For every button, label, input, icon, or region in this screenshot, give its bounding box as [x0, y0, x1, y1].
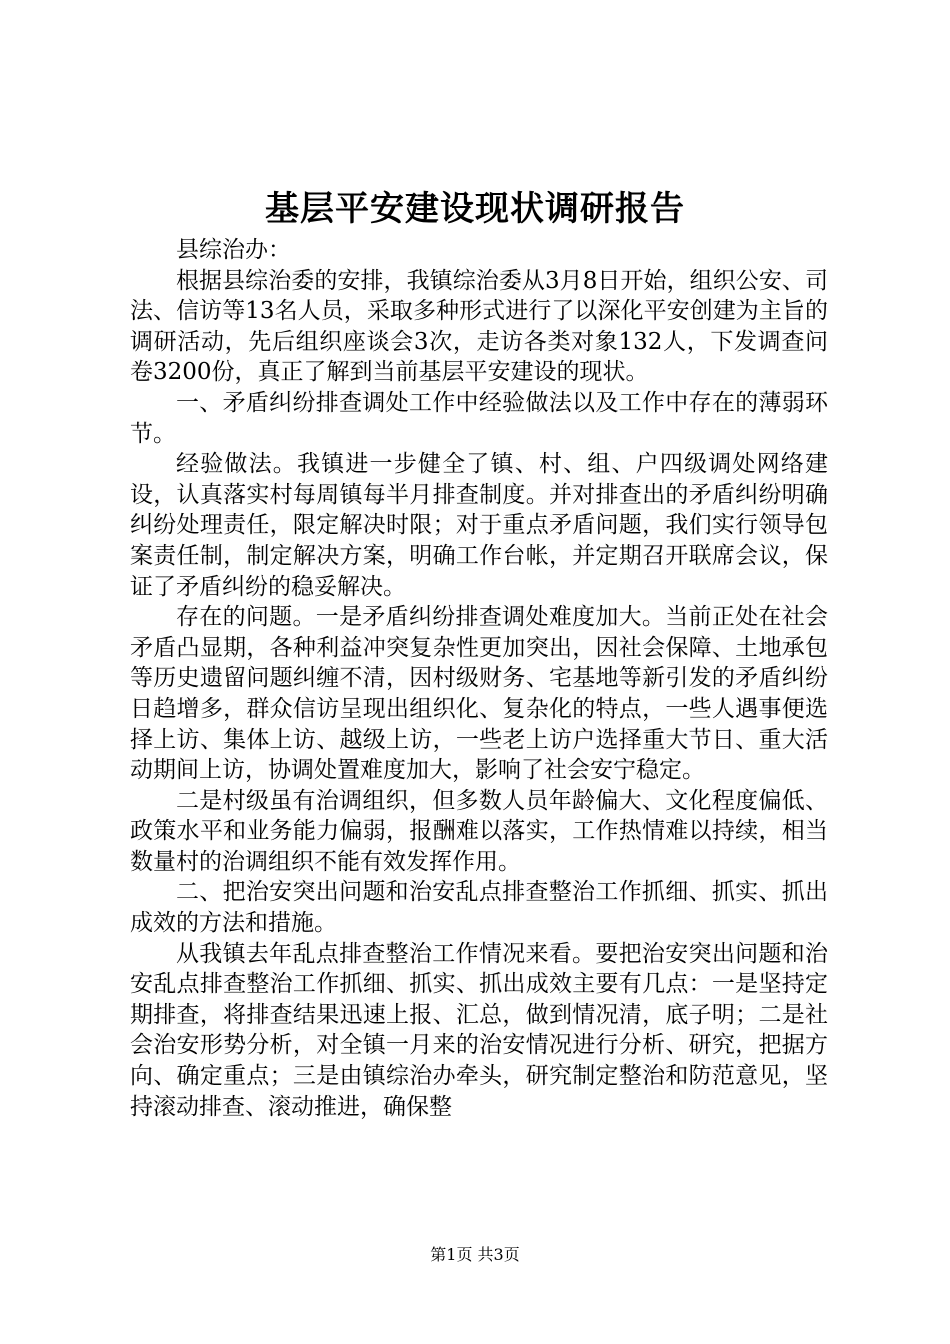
body-paragraph: 根据县综治委的安排，我镇综治委从3月8日开始，组织公安、司法、信访等13名人员，采取多种形式进行了以深化平安创建为主旨的调研活动，先后组织座谈会3次，走访各类对象132人，下发调查问卷3200份，真正了解到当前基层平安建设的现状。 — [130, 267, 828, 386]
section-heading-paragraph: 二、把治安突出问题和治安乱点排查整治工作抓细、抓实、抓出成效的方法和措施。 — [130, 879, 828, 937]
salutation-paragraph: 县综治办： — [176, 237, 291, 263]
page-number-footer: 第1页 共3页 — [430, 1245, 520, 1264]
body-paragraph: 存在的问题。一是矛盾纠纷排查调处难度加大。当前正处在社会矛盾凸显期，各种利益冲突复杂性更加突出，因社会保障、土地承包等历史遗留问题纠缠不清，因村级财务、宅基地等新引发的矛盾纠纷日趋增多，群众信访呈现出组织化、复杂化的特点，一些人遇事便选择上访、集体上访、越级上访，一些老上访户选择重大节日、重大活动期间上访，协调处置难度加大，影响了社会安宁稳定。 — [130, 604, 828, 784]
body-paragraph: 从我镇去年乱点排查整治工作情况来看。要把治安突出问题和治安乱点排查整治工作抓细、抓实、抓出成效主要有几点：一是坚持定期排查，将排查结果迅速上报、汇总，做到情况清，底子明；二是社会治安形势分析，对全镇一月来的治安情况进行分析、研究，把据方向、确定重点；三是由镇综治办牵头，研究制定整治和防范意见，坚持滚动排查、滚动推进，确保整 — [130, 940, 828, 1120]
document-body — [130, 235, 828, 1122]
body-paragraph: 二是村级虽有治调组织，但多数人员年龄偏大、文化程度偏低、政策水平和业务能力偏弱，报酬难以落实，工作热情难以持续，相当数量村的治调组织不能有效发挥作用。 — [130, 787, 828, 875]
section-heading-paragraph: 一、矛盾纠纷排查调处工作中经验做法以及工作中存在的薄弱环节。 — [130, 389, 828, 447]
document-title: 基层平安建设现状调研报告 — [265, 189, 685, 229]
body-paragraph: 经验做法。我镇进一步健全了镇、村、组、户四级调处网络建设，认真落实村每周镇每半月排查制度。并对排查出的矛盾纠纷明确纠纷处理责任，限定解决时限；对于重点矛盾问题，我们实行领导包案责任制，制定解决方案，明确工作台帐，并定期召开联席会议，保证了矛盾纠纷的稳妥解决。 — [130, 451, 828, 600]
